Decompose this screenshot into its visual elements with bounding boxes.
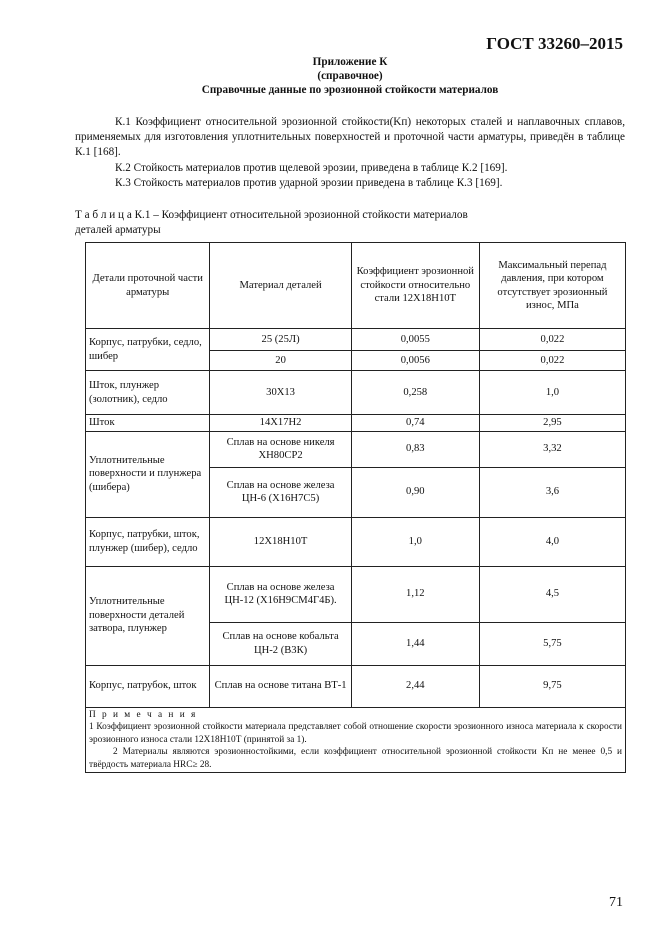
material-cell: 20 [210,351,351,371]
material-cell: 30Х13 [210,371,351,415]
table-row [86,665,626,707]
pressure-cell: 0,022 [479,351,625,371]
pressure-cell: 4,5 [479,566,625,622]
note-2: 2 Материалы являются эрозионностойкими, если коэффициент относительной эрозионной стойкости Kп не менее 0,5 и твёрдость материала HRC≥ 28. [89,747,622,770]
part-cell: Корпус, патрубки, седло, шибер [86,329,210,371]
material-cell: Сплав на основе железа ЦН-6 (Х16Н7С5) [210,467,351,517]
material-cell: 25 (25Л) [210,329,351,351]
coefficient-cell: 0,83 [351,431,479,467]
material-cell: Сплав на основе никеля ХН80СР2 [210,431,351,467]
page-number: 71 [609,895,623,910]
coefficient-cell: 0,0056 [351,351,479,371]
table-row [86,566,626,622]
table-header-row [86,243,626,329]
appendix-type: (справочное) [317,70,383,82]
coefficient-cell: 1,12 [351,566,479,622]
pressure-cell: 3,6 [479,467,625,517]
coefficient-cell: 1,44 [351,622,479,665]
pressure-cell: 4,0 [479,517,625,566]
part-cell: Уплотнительные поверхности и плунжера (шибера) [86,431,210,517]
table-caption-line2: деталей арматуры [75,223,161,236]
header-part: Детали проточной части арматуры [86,243,210,329]
table-notes-row [86,707,626,773]
material-cell: 14Х17Н2 [210,415,351,432]
document-code: ГОСТ 33260–2015 [486,34,623,53]
part-cell: Корпус, патрубки, шток, плунжер (шибер), седло [86,517,210,566]
header-max-pressure: Максимальный перепад давления, при котором отсутствует эрозионный износ, МПа [479,243,625,329]
header-coefficient: Коэффициент эрозионной стойкости относительно стали 12Х18Н10Т [351,243,479,329]
erosion-table [85,242,626,773]
material-cell: Сплав на основе титана ВТ-1 [210,665,351,707]
coefficient-cell: 0,90 [351,467,479,517]
part-cell: Корпус, патрубок, шток [86,665,210,707]
part-cell: Шток [86,415,210,432]
notes-title: П р и м е ч а н и я [89,709,198,720]
paragraph-k3: К.3 Стойкость материалов против ударной эрозии приведена в таблице К.3 [169]. [115,177,503,189]
pressure-cell: 3,32 [479,431,625,467]
table-notes [86,707,626,773]
coefficient-cell: 0,74 [351,415,479,432]
part-cell: Шток, плунжер (золотник), седло [86,371,210,415]
material-cell: Сплав на основе кобальта ЦН-2 (В3К) [210,622,351,665]
pressure-cell: 2,95 [479,415,625,432]
header-material: Материал деталей [210,243,351,329]
table-row [86,415,626,432]
paragraph-k2: К.2 Стойкость материалов против щелевой эрозии, приведена в таблице К.2 [169]. [115,162,508,174]
table-row [86,329,626,351]
appendix-title-block [75,55,625,97]
coefficient-cell: 1,0 [351,517,479,566]
part-cell: Уплотнительные поверхности деталей затвора, плунжер [86,566,210,665]
table-row [86,431,626,467]
material-cell: 12Х18Н10Т [210,517,351,566]
table-caption-line1: Т а б л и ц а К.1 – Коэффициент относительной эрозионной стойкости материалов [75,209,468,221]
coefficient-cell: 0,258 [351,371,479,415]
appendix-subject: Справочные данные по эрозионной стойкости материалов [201,84,499,96]
coefficient-cell: 0,0055 [351,329,479,351]
material-cell: Сплав на основе железа ЦН-12 (Х16Н9СМ4Г4Б). [210,566,351,622]
pressure-cell: 1,0 [479,371,625,415]
paragraph-k1: К.1 Коэффициент относительной эрозионной стойкости(Kп) некоторых сталей и наплавочных сплавов, применяемых для изготовления уплотнительных поверхностей и проточной части арматуры, приведён в таблице К.1 [168]. [75,116,625,158]
pressure-cell: 0,022 [479,329,625,351]
table-row [86,371,626,415]
table-caption [75,208,625,237]
appendix-title: Приложение К [312,56,388,68]
coefficient-cell: 2,44 [351,665,479,707]
pressure-cell: 9,75 [479,665,625,707]
pressure-cell: 5,75 [479,622,625,665]
table-row [86,517,626,566]
note-1: 1 Коэффициент эрозионной стойкости материала представляет собой отношение скорости эрозионного износа материала к скорости эрозионного износа стали 12Х18Н10Т (принятой за 1). [89,722,622,745]
